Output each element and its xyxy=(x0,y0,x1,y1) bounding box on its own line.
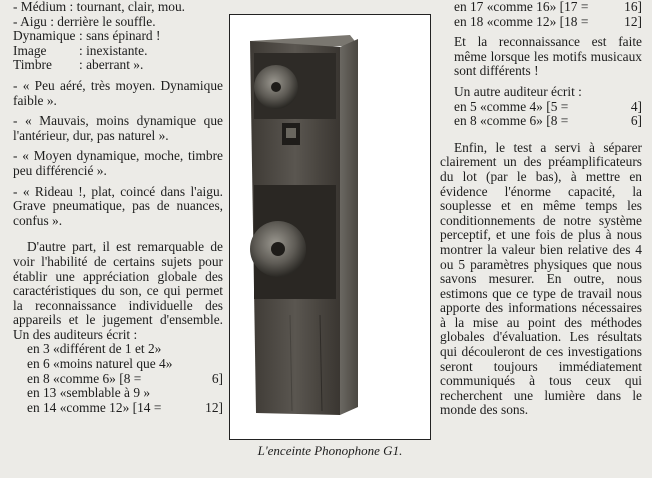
result-item: en 13 «semblable à 9 » xyxy=(27,385,151,401)
body-paragraph: Et la reconnaissance est faite même lorsque les motifs musicaux sont différents ! xyxy=(454,34,642,79)
cabinet-side xyxy=(340,39,358,415)
body-paragraph: Enfin, le test a servi à séparer clairement un des préamplificateurs du lot (par le bas), à mettre en évidence l'énorme capacité, la souplesse et en même temps les conditionnements de notre système perceptif, et une fois de plus à nous montrer la valeur bien relative des 4 ou 5 paramètres physiques que nous savons mesurer. En outre, nous estimons que ce type de travail nous apporte des informations nécessaires à la mise au point des méthodes globales d'évaluation. Les résultats qui découleront de ces investigations seront toujours immédiatement communiqués à tous ceux qui recherchent une lumière dans le monde des sons. xyxy=(440,139,642,418)
results-list xyxy=(13,342,223,415)
result-item: en 6 «moins naturel que 4» xyxy=(27,356,173,372)
listener-quote: - « Mauvais, moins dynamique que l'antérieur, dur, pas naturel ». xyxy=(13,113,223,143)
listener-quote: - « Peu aéré, très moyen. Dynamique faible ». xyxy=(13,77,223,108)
quality-key: Image xyxy=(13,42,47,58)
result-item: en 5 «comme 4» [5 = 4] xyxy=(454,98,642,114)
body-paragraph: D'autre part, il est remarquable de voir l'habilité de certains sujets pour établir une appréciation globale des caractéristiques du son, ce qui permet la reconnaissance individuelle des appareils et le jugement d'ensemble. Un des auditeurs écrit : xyxy=(13,239,223,342)
right-column xyxy=(440,0,642,418)
speaker-photo xyxy=(230,15,430,439)
left-column xyxy=(13,0,223,415)
quality-row-image xyxy=(13,44,223,59)
result-item: en 8 «comme 6» [8 = 6] xyxy=(27,370,223,386)
quality-value: : inexistante. xyxy=(79,42,148,58)
results-list-continued xyxy=(440,0,642,29)
quality-value: : aberrant ». xyxy=(79,57,144,73)
speaker-photo-frame xyxy=(229,14,431,440)
quality-key: Dynamique xyxy=(13,28,76,44)
listener-quote: - « Moyen dynamique, moche, timbre peu différencié ». xyxy=(13,148,223,178)
quality-line-medium: - Médium : tournant, clair, mou. xyxy=(13,0,186,14)
result-item: en 17 «comme 16» [17 = 16] xyxy=(454,0,642,14)
quality-row-timbre xyxy=(13,58,223,73)
result-item: en 3 «différent de 1 et 2» xyxy=(27,341,162,357)
quality-row-dynamique xyxy=(13,29,223,44)
quality-value: : sans épinard ! xyxy=(79,28,161,44)
quality-line-aigu: - Aigu : derrière le souffle. xyxy=(13,13,156,29)
figure-caption: L'enceinte Phonophone G1. xyxy=(257,443,403,458)
body-paragraph: Un autre auditeur écrit : xyxy=(454,83,582,99)
results-list-second xyxy=(440,100,642,129)
result-item: en 14 «comme 12» [14 = 12] xyxy=(27,399,223,415)
quality-key: Timbre xyxy=(13,57,52,73)
result-item: en 18 «comme 12» [18 = 12] xyxy=(454,13,642,29)
result-item: en 8 «comme 6» [8 = 6] xyxy=(454,113,642,129)
listener-quote: - « Rideau !, plat, coincé dans l'aigu. Grave pneumatique, pas de nuances, confus ». xyxy=(13,183,223,228)
